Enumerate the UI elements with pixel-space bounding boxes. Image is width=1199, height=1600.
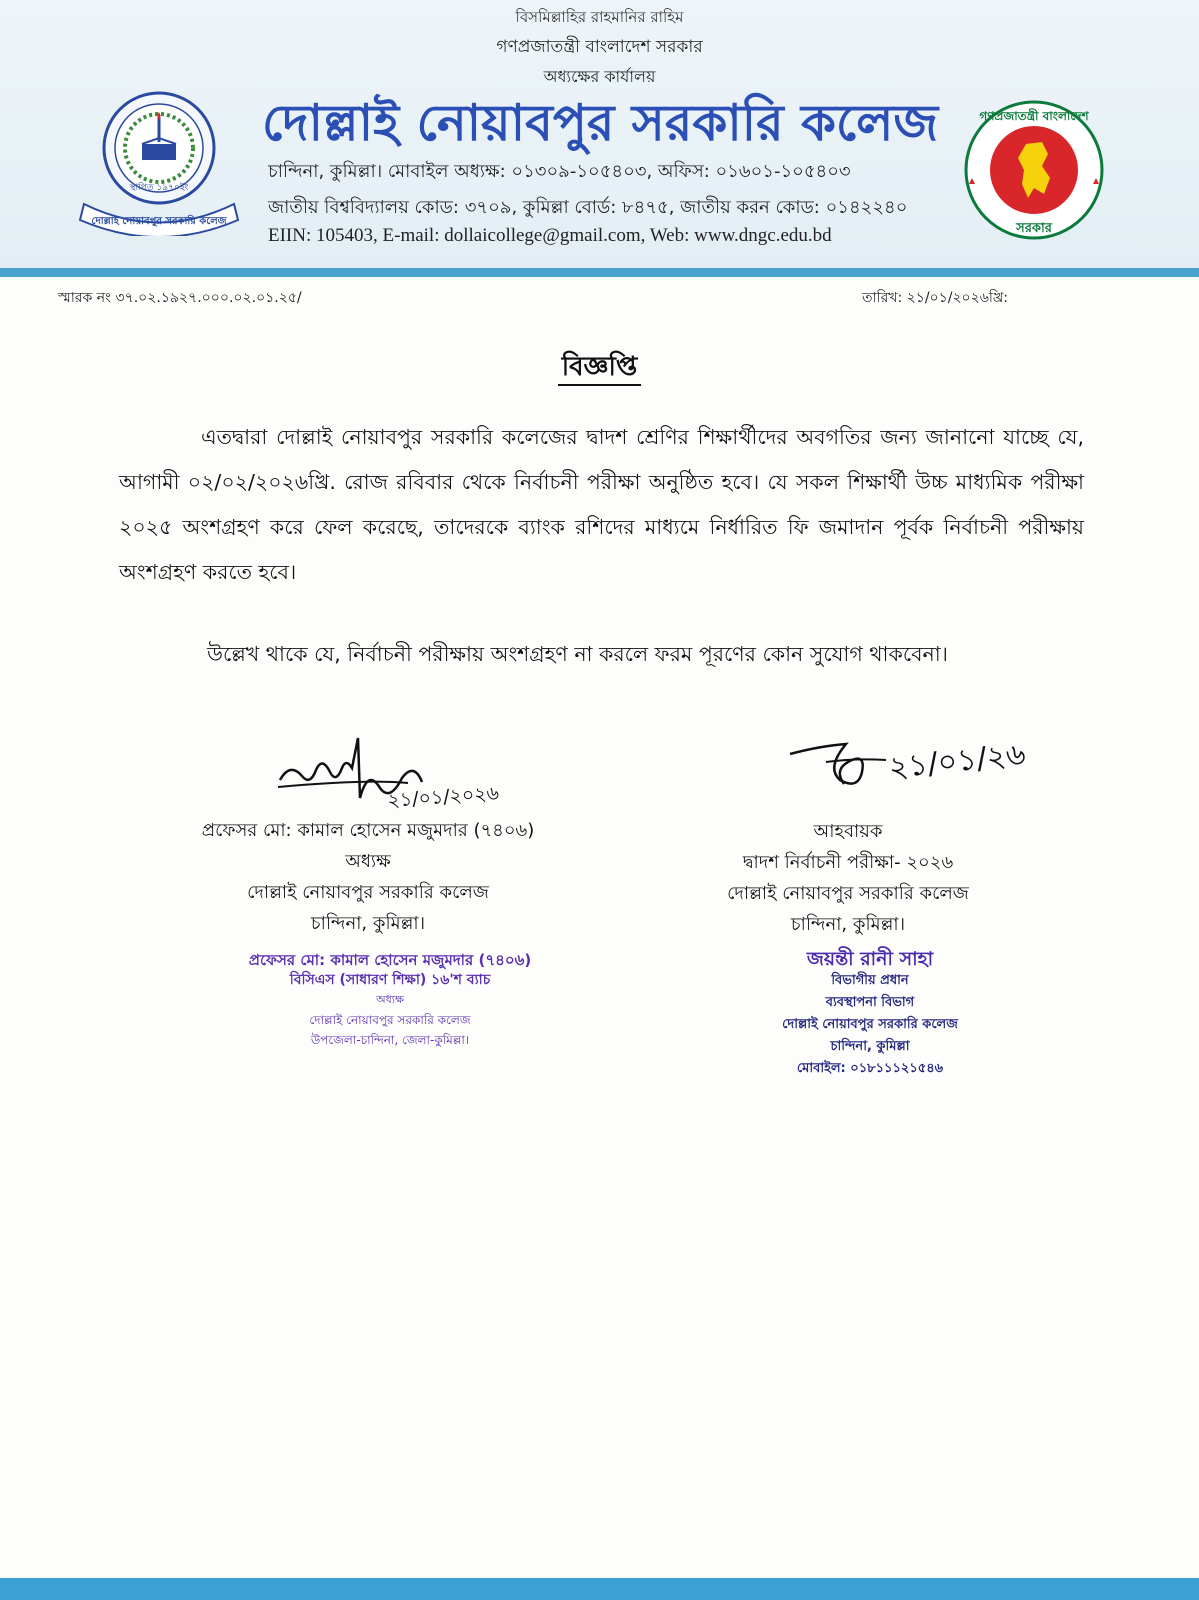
eiin-line: EIIN: 105403, E-mail: dollaicollege@gmail.com, Web: www.dngc.edu.bd [268,225,832,246]
government-title: গণপ্রজাতন্ত্রী বাংলাদেশ সরকার [496,37,703,57]
principal-stamp-line: দোল্লাই নোয়াবপুর সরকারি কলেজ [309,1013,471,1027]
principal-signature-block [138,815,598,939]
memo-date: তারিখ: ২১/০১/২০২৬খ্রি: [862,290,1008,306]
convener-stamp-line: মোবাইল: ০১৮১১১২১৫৪৬ [796,1061,944,1076]
footer-bar [0,1578,1199,1600]
code-line: জাতীয় বিশ্ববিদ্যালয় কোড: ৩৭০৯, কুমিল্লা বোর্ড: ৮৪৭৫, জাতীয় করন কোড: ০১৪২২৪০ [268,197,908,218]
principal-location: চান্দিনা, কুমিল্লা। [310,913,426,934]
principal-institution: দোল্লাই নোয়াবপুর সরকারি কলেজ [247,882,489,903]
principal-stamp-line: বিসিএস (সাধারণ শিক্ষা) ১৬'শ ব্যাচ [289,972,491,988]
college-logo-icon [74,86,244,236]
seal-text-top: গণপ্রজাতন্ত্রী বাংলাদেশ [979,109,1089,123]
convener-signature-block [668,816,1028,940]
logo-ribbon-text: দোল্লাই নোয়াবপুর সরকারি কলেজ [91,216,227,227]
letterhead [0,0,1199,268]
contact-line: চান্দিনা, কুমিল্লা। মোবাইল অধ্যক্ষ: ০১৩০৯-১০৫৪০৩, অফিস: ০১৬০১-১০৫৪০৩ [268,161,851,182]
bismillah-text: বিসমিল্লাহির রাহমানির রাহিম [515,8,684,26]
notice-paragraph-2: উল্লেখ থাকে যে, নির্বাচনী পরীক্ষায় অংশগ্রহণ না করলে ফরম পূরণের কোন সুযোগ থাকবেনা। [207,642,949,666]
seal-text-bottom: সরকার [1016,221,1052,236]
convener-stamp-line: বিভাগীয় প্রধান [831,973,909,988]
notice-title [0,346,1199,390]
office-title: অধ্যক্ষের কার্যালয় [543,67,656,86]
principal-stamp-line: প্রফেসর মো: কামাল হোসেন মজুমদার (৭৪০৬) [248,951,532,969]
convener-signature [786,728,1116,798]
memo-number: স্মারক নং ৩৭.০২.১৯২৭.০০০.০২.০১.২৫/ [58,290,302,306]
logo-year: স্থাপিত ১৯৭০ইং [129,183,189,193]
convener-location: চান্দিনা, কুমিল্লা। [790,914,906,935]
convener-signature-date: ২১/০১/২৬ [887,736,1028,786]
principal-signature-date: ২১/০১/২০২৬ [386,782,500,812]
header-divider [0,268,1199,277]
principal-signature [270,735,540,820]
convener-stamp-line: দোল্লাই নোয়াবপুর সরকারি কলেজ [782,1017,958,1032]
convener-institution: দোল্লাই নোয়াবপুর সরকারি কলেজ [727,883,969,904]
convener-stamp-line: ব্যবস্থাপনা বিভাগ [825,995,915,1010]
principal-stamp-line: অধ্যক্ষ [376,993,404,1006]
notice-paragraph-1: এতদ্বারা দোল্লাই নোয়াবপুর সরকারি কলেজের দ্বাদশ শ্রেণির শিক্ষার্থীদের অবগতির জন্য জানানো যাচ্ছে যে, আগামী ০২/০২/২০২৬খ্রি. রোজ রবিবার থেকে নির্বাচনী পরীক্ষা অনুষ্ঠিত হবে। যে সকল শিক্ষার্থী উচ্চ মাধ্যমিক পরীক্ষা ২০২৫ অংশগ্রহণ করে ফেল করেছে, তাদেরকে ব্যাংক রশিদের মাধ্যমে নির্ধারিত ফি জমাদান পূর্বক নির্বাচনী পরীক্ষায় অংশগ্রহণ করতে হবে। [119,425,1084,584]
notice-title-text: বিজ্ঞপ্তি [558,352,642,386]
principal-name: প্রফেসর মো: কামাল হোসেন মজুমদার (৭৪০৬) [201,820,535,841]
convener-stamp-line: চান্দিনা, কুমিল্লা [830,1039,910,1054]
government-seal-icon [962,98,1106,242]
convener-role: আহবায়ক [813,821,883,842]
convener-stamp [730,948,1010,1080]
principal-stamp [210,950,570,1050]
principal-designation: অধ্যক্ষ [345,851,391,872]
college-name: দোল্লাই নোয়াবপুর সরকারি কলেজ [262,94,939,152]
convener-stamp-line: জয়ন্তী রানী সাহা [806,948,934,970]
convener-committee: দ্বাদশ নির্বাচনী পরীক্ষা- ২০২৬ [742,852,954,873]
principal-stamp-line: উপজেলা-চান্দিনা, জেলা-কুমিল্লা। [310,1033,470,1047]
